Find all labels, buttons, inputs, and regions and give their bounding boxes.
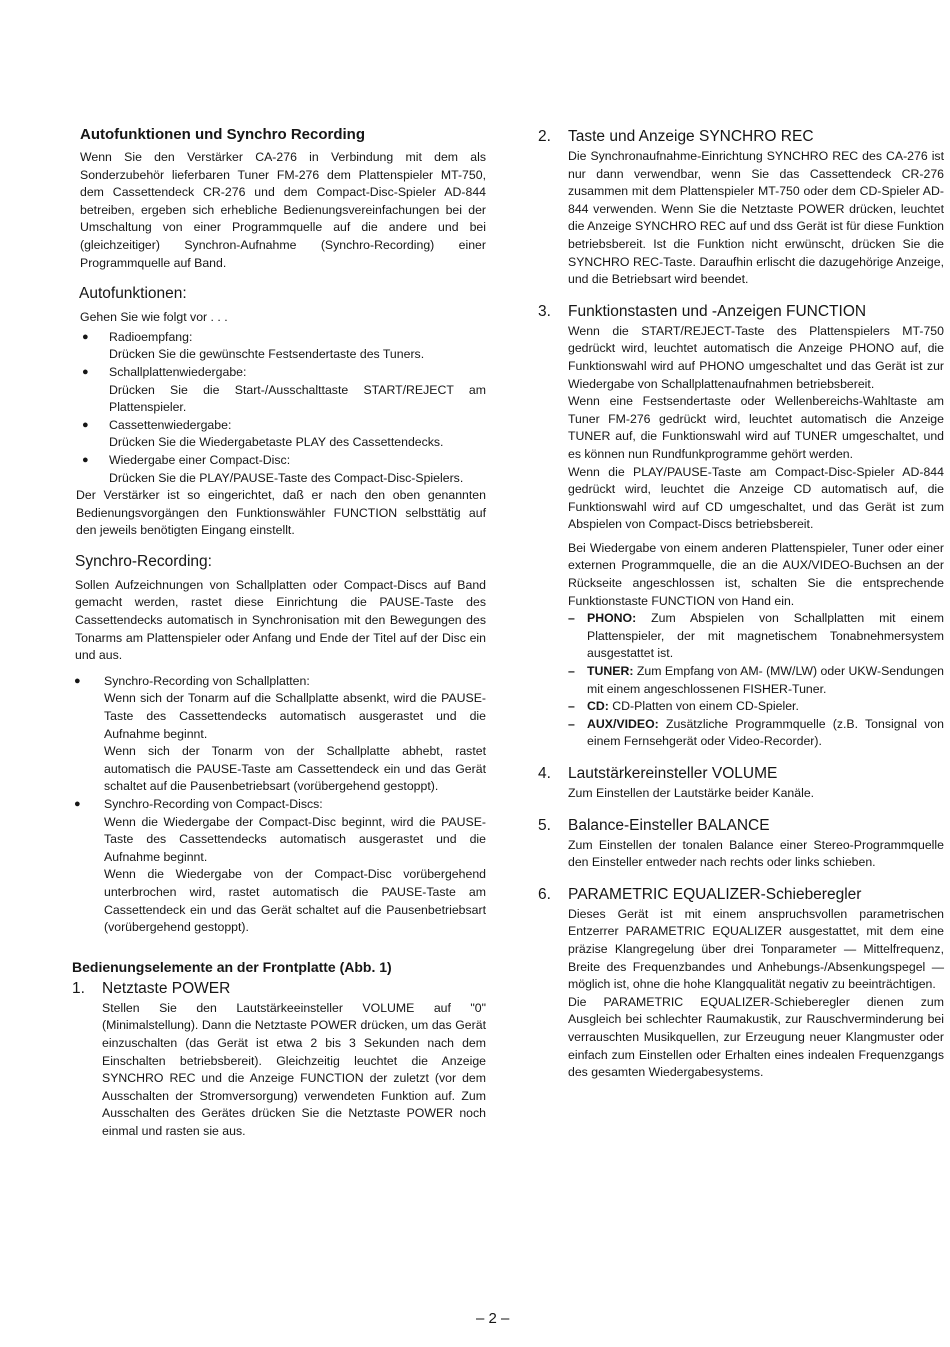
list-item-body: Drücken Sie die Start-/Ausschalttaste START/REJECT am Plattenspieler. (109, 382, 486, 415)
autofunktionen-lead: Gehen Sie wie folgt vor . . . (80, 310, 228, 325)
intro-paragraph: Wenn Sie den Verstärker CA-276 in Verbindung mit dem als Sonderzubehör lieferbaren Tuner FM-276 dem Plattenspieler MT-750, dem Cassettendeck CR-276 und dem Compact-Disc-Spieler AD-844 betreiben, ergeben sich erhebliche Bedienungsvereinfachungen bei der Umschaltung von einer Programmquelle auf die andere und bei (gleichzeitiger) Synchron-Aufnahme (Synchro-Recording) einer Programmquelle auf Band. (80, 150, 486, 270)
section-4-heading (538, 765, 944, 783)
function-text: CD-Platten von einem CD-Spieler. (612, 699, 799, 714)
section-title: Lautstärkereinsteller VOLUME (568, 765, 778, 782)
section-title: Taste und Anzeige SYNCHRO REC (568, 128, 814, 145)
list-item-body: Drücken Sie die gewünschte Festsendertaste des Tuners. (109, 347, 425, 362)
synchro-intro: Sollen Aufzeichnungen von Schallplatten oder Compact-Discs auf Band gemacht werden, rastet diese Einrichtung die PAUSE-Taste des Cassettendecks automatisch in Synchronisation mit den Bewegungen des Tonarms am Plattenspieler oder Anfang und Ende der Titel auf der Disc ein und aus. (75, 577, 486, 663)
right-column (538, 128, 944, 1082)
section-number: 2. (538, 128, 551, 145)
list-item-body: Drücken Sie die PLAY/PAUSE-Taste des Compact-Disc-Spielers. (109, 470, 464, 485)
section-1-body: Stellen Sie den Lautstärkeeinsteller VOLUME auf "0" (Minimalstellung). Dann die Netztaste POWER drücken, um das Gerät einzuschalten (das Gerät ist etwa 2 bis 3 Sekunden nach dem Einschalten betriebsbereit). Gleichzeitig leuchtet die Anzeige SYNCHRO REC und die Anzeige FUNCTION der zuletzt (vor dem Ausschalten der Stromversorgung) verwendeten Funktion auf. Zum Ausschalten des Gerätes drücken Sie die Netztaste POWER noch einmal und rasten sie aus. (102, 1000, 486, 1138)
left-column (72, 126, 486, 1141)
list-item-head: Radioempfang: (109, 329, 193, 344)
list-item (80, 417, 486, 452)
section-1-heading (72, 980, 486, 998)
list-item (80, 364, 486, 417)
autofunktionen-after: Der Verstärker ist so eingerichtet, daß er nach den oben genannten Bedienungsvorgängen den Funktionswähler FUNCTION selbsttätig auf den jeweils benötigten Eingang einstellt. (76, 488, 486, 538)
list-item (80, 452, 486, 487)
section-title: Funktionstasten und -Anzeigen FUNCTION (568, 302, 867, 320)
bullet-icon: ● (82, 418, 89, 431)
section-3-paragraph: Wenn eine Festsendertaste oder Wellenbereichs-Wahltaste am Tuner FM-276 gedrückt wird, leuchtet automatisch die Anzeige TUNER auf, die Funktionswahl wird auf TUNER umgeschaltet, und es können nun Rundfunkprogramme gehört werden. (568, 394, 944, 461)
section-6-heading (538, 886, 944, 904)
list-item-body: Wenn sich der Tonarm auf die Schallplatte absenkt, wird die PAUSE-Taste des Cassettendecks automatisch ausgerastet und die Aufnahme beginnt. (104, 691, 486, 741)
function-label: CD: (587, 699, 609, 714)
front-panel-heading: Bedienungselemente an der Frontplatte (Abb. 1) (72, 958, 392, 975)
bullet-icon: ● (74, 798, 81, 810)
function-text: Zum Abspielen von Schallplatten mit einem Plattenspieler, der mit magnetischem Tonabnehmersystem ausgestattet ist. (587, 611, 944, 661)
function-label: AUX/VIDEO: (587, 716, 659, 731)
autofunktionen-heading: Autofunktionen: (79, 285, 187, 303)
list-item (80, 329, 486, 364)
list-item-body: Wenn die Wiedergabe der Compact-Disc beginnt, wird die PAUSE-Taste des Cassettendecks automatisch ausgerastet und die Aufnahme beginnt. (104, 814, 486, 864)
function-list (568, 610, 944, 751)
section-5-heading (538, 817, 944, 835)
bullet-icon: ● (82, 365, 89, 378)
dash-icon: – (568, 611, 575, 626)
list-item (568, 610, 944, 663)
section-6-paragraph: Die PARAMETRIC EQUALIZER-Schieberegler dienen zum Ausgleich bei schlechter Raumakustik, zur Rauschverminderung bei verrauschten Musikquellen, zur Erzeugung neuer Klangmuster oder einfach zum Einstellen oder Erhalten eines indealen Frequenzgangs des gesamten Wiedergabesystems. (568, 994, 944, 1080)
dash-icon: – (568, 716, 575, 731)
list-item (568, 663, 944, 698)
synchro-list (72, 673, 486, 937)
section-number: 6. (538, 885, 551, 903)
section-3-heading (538, 303, 944, 321)
list-item-body: Wenn die Wiedergabe von der Compact-Disc vorübergehend unterbrochen wird, rastet automatisch die PAUSE-Taste am Cassettendeck ein und das Gerät schaltet auf die Pausenbetriebsart (vorübergehend gestoppt). (104, 867, 486, 935)
autofunktionen-list (80, 329, 486, 487)
list-item-head: Synchro-Recording von Schallplatten: (104, 673, 310, 688)
section-2-heading (538, 128, 944, 146)
list-item-body: Drücken Sie die Wiedergabetaste PLAY des Cassettendecks. (109, 435, 444, 450)
section-5-body: Zum Einstellen der tonalen Balance einer Stereo-Programmquelle den Einsteller entweder nach rechts oder links schieben. (568, 837, 944, 870)
list-item-body: Wenn sich der Tonarm von der Schallplatte abhebt, rastet automatisch die PAUSE-Taste am Cassettendeck ein und das Gerät schaltet auf die Pausenbetriebsart (vorübergehend gestoppt). (104, 744, 486, 794)
list-item (72, 796, 486, 937)
bullet-icon: ● (74, 674, 81, 687)
bullet-icon: ● (82, 453, 89, 466)
function-label: TUNER: (587, 664, 634, 679)
section-2-body: Die Synchronaufnahme-Einrichtung SYNCHRO REC des CA-276 ist nur dann verwendbar, wenn Sie das Cassettendeck CR-276 zusammen mit dem Plattenspieler MT-750 oder dem CD-Spieler AD-844 verwenden. Wenn Sie die Netztaste POWER drücken, leuchtet die Anzeige SYNCHRO REC auf und dss Gerät ist für diese Funktion betriebsbereit. Ist die Funktion nicht erwünscht, drücken Sie die SYNCHRO REC-Taste. Daraufhin erlischt die dazugehörige Anzeige, und die Betriebsart wird beendet. (568, 149, 944, 287)
section-title-autofunktionen: Autofunktionen und Synchro Recording (80, 126, 365, 143)
section-3-paragraph: Wenn die START/REJECT-Taste des Plattenspielers MT-750 gedrückt wird, leuchtet automatisch die Anzeige PHONO auf, die Funktionswahl wird auf PHONO umgeschaltet und das Gerät ist zur Wiedergabe von Schallplattenaufnahmen betriebsbereit. (568, 323, 944, 391)
section-3-paragraph: Bei Wiedergabe von einem anderen Plattenspieler, Tuner oder einer externen Programmquelle, die an die AUX/VIDEO-Buchsen an der Rückseite angeschlossen ist, schalten Sie die entsprechende Funktionstaste FUNCTION von Hand ein. (568, 540, 944, 608)
function-text: Zum Empfang von AM- (MW/LW) oder UKW-Sendungen mit einem angeschlossenen FISHER-Tuner. (587, 664, 945, 696)
bullet-icon: ● (82, 330, 89, 343)
section-3-paragraph: Wenn die PLAY/PAUSE-Taste am Compact-Disc-Spieler AD-844 gedrückt wird, leuchtet die Anzeige CD automatisch auf, die Funktionswahl wird auf CD umgeschaltet, und das Gerät ist zum Abspielen von Compact-Discs betriebsbereit. (568, 464, 944, 532)
section-title: PARAMETRIC EQUALIZER-Schieberegler (568, 885, 862, 903)
list-item (568, 698, 944, 716)
list-item-head: Wiedergabe einer Compact-Disc: (109, 452, 291, 467)
section-number: 4. (538, 765, 551, 782)
section-number: 1. (72, 979, 85, 997)
list-item-head: Schallplattenwiedergabe: (109, 364, 247, 379)
section-number: 3. (538, 302, 551, 320)
list-item (568, 716, 944, 751)
synchro-recording-heading: Synchro-Recording: (75, 552, 212, 570)
list-item-head: Synchro-Recording von Compact-Discs: (104, 797, 323, 811)
section-title: Netztaste POWER (102, 979, 231, 997)
section-4-body: Zum Einstellen der Lautstärke beider Kanäle. (568, 786, 815, 800)
dash-icon: – (568, 664, 575, 679)
function-label: PHONO: (587, 611, 637, 626)
dash-icon: – (568, 699, 575, 714)
list-item (72, 673, 486, 796)
section-number: 5. (538, 816, 551, 834)
function-text: Zusätzliche Programmquelle (z.B. Tonsignal von einem Fernsehgerät oder Video-Recorder). (587, 716, 944, 749)
page-number: – 2 – (476, 1310, 510, 1327)
section-title: Balance-Einsteller BALANCE (568, 816, 770, 834)
list-item-head: Cassettenwiedergabe: (109, 417, 232, 432)
section-6-paragraph: Dieses Gerät ist mit einem anspruchsvollen parametrischen Entzerrer PARAMETRIC EQUALIZER ausgestattet, mit dem eine präzise Klangregelung über drei Tonparameter — Mittelfrequenz, Breite des Frequenzbandes und Anhebungs-/Absenkungspegel — möglich ist, ohne die hohe Klangqualität negativ zu beeinträchtigen. (568, 906, 944, 992)
